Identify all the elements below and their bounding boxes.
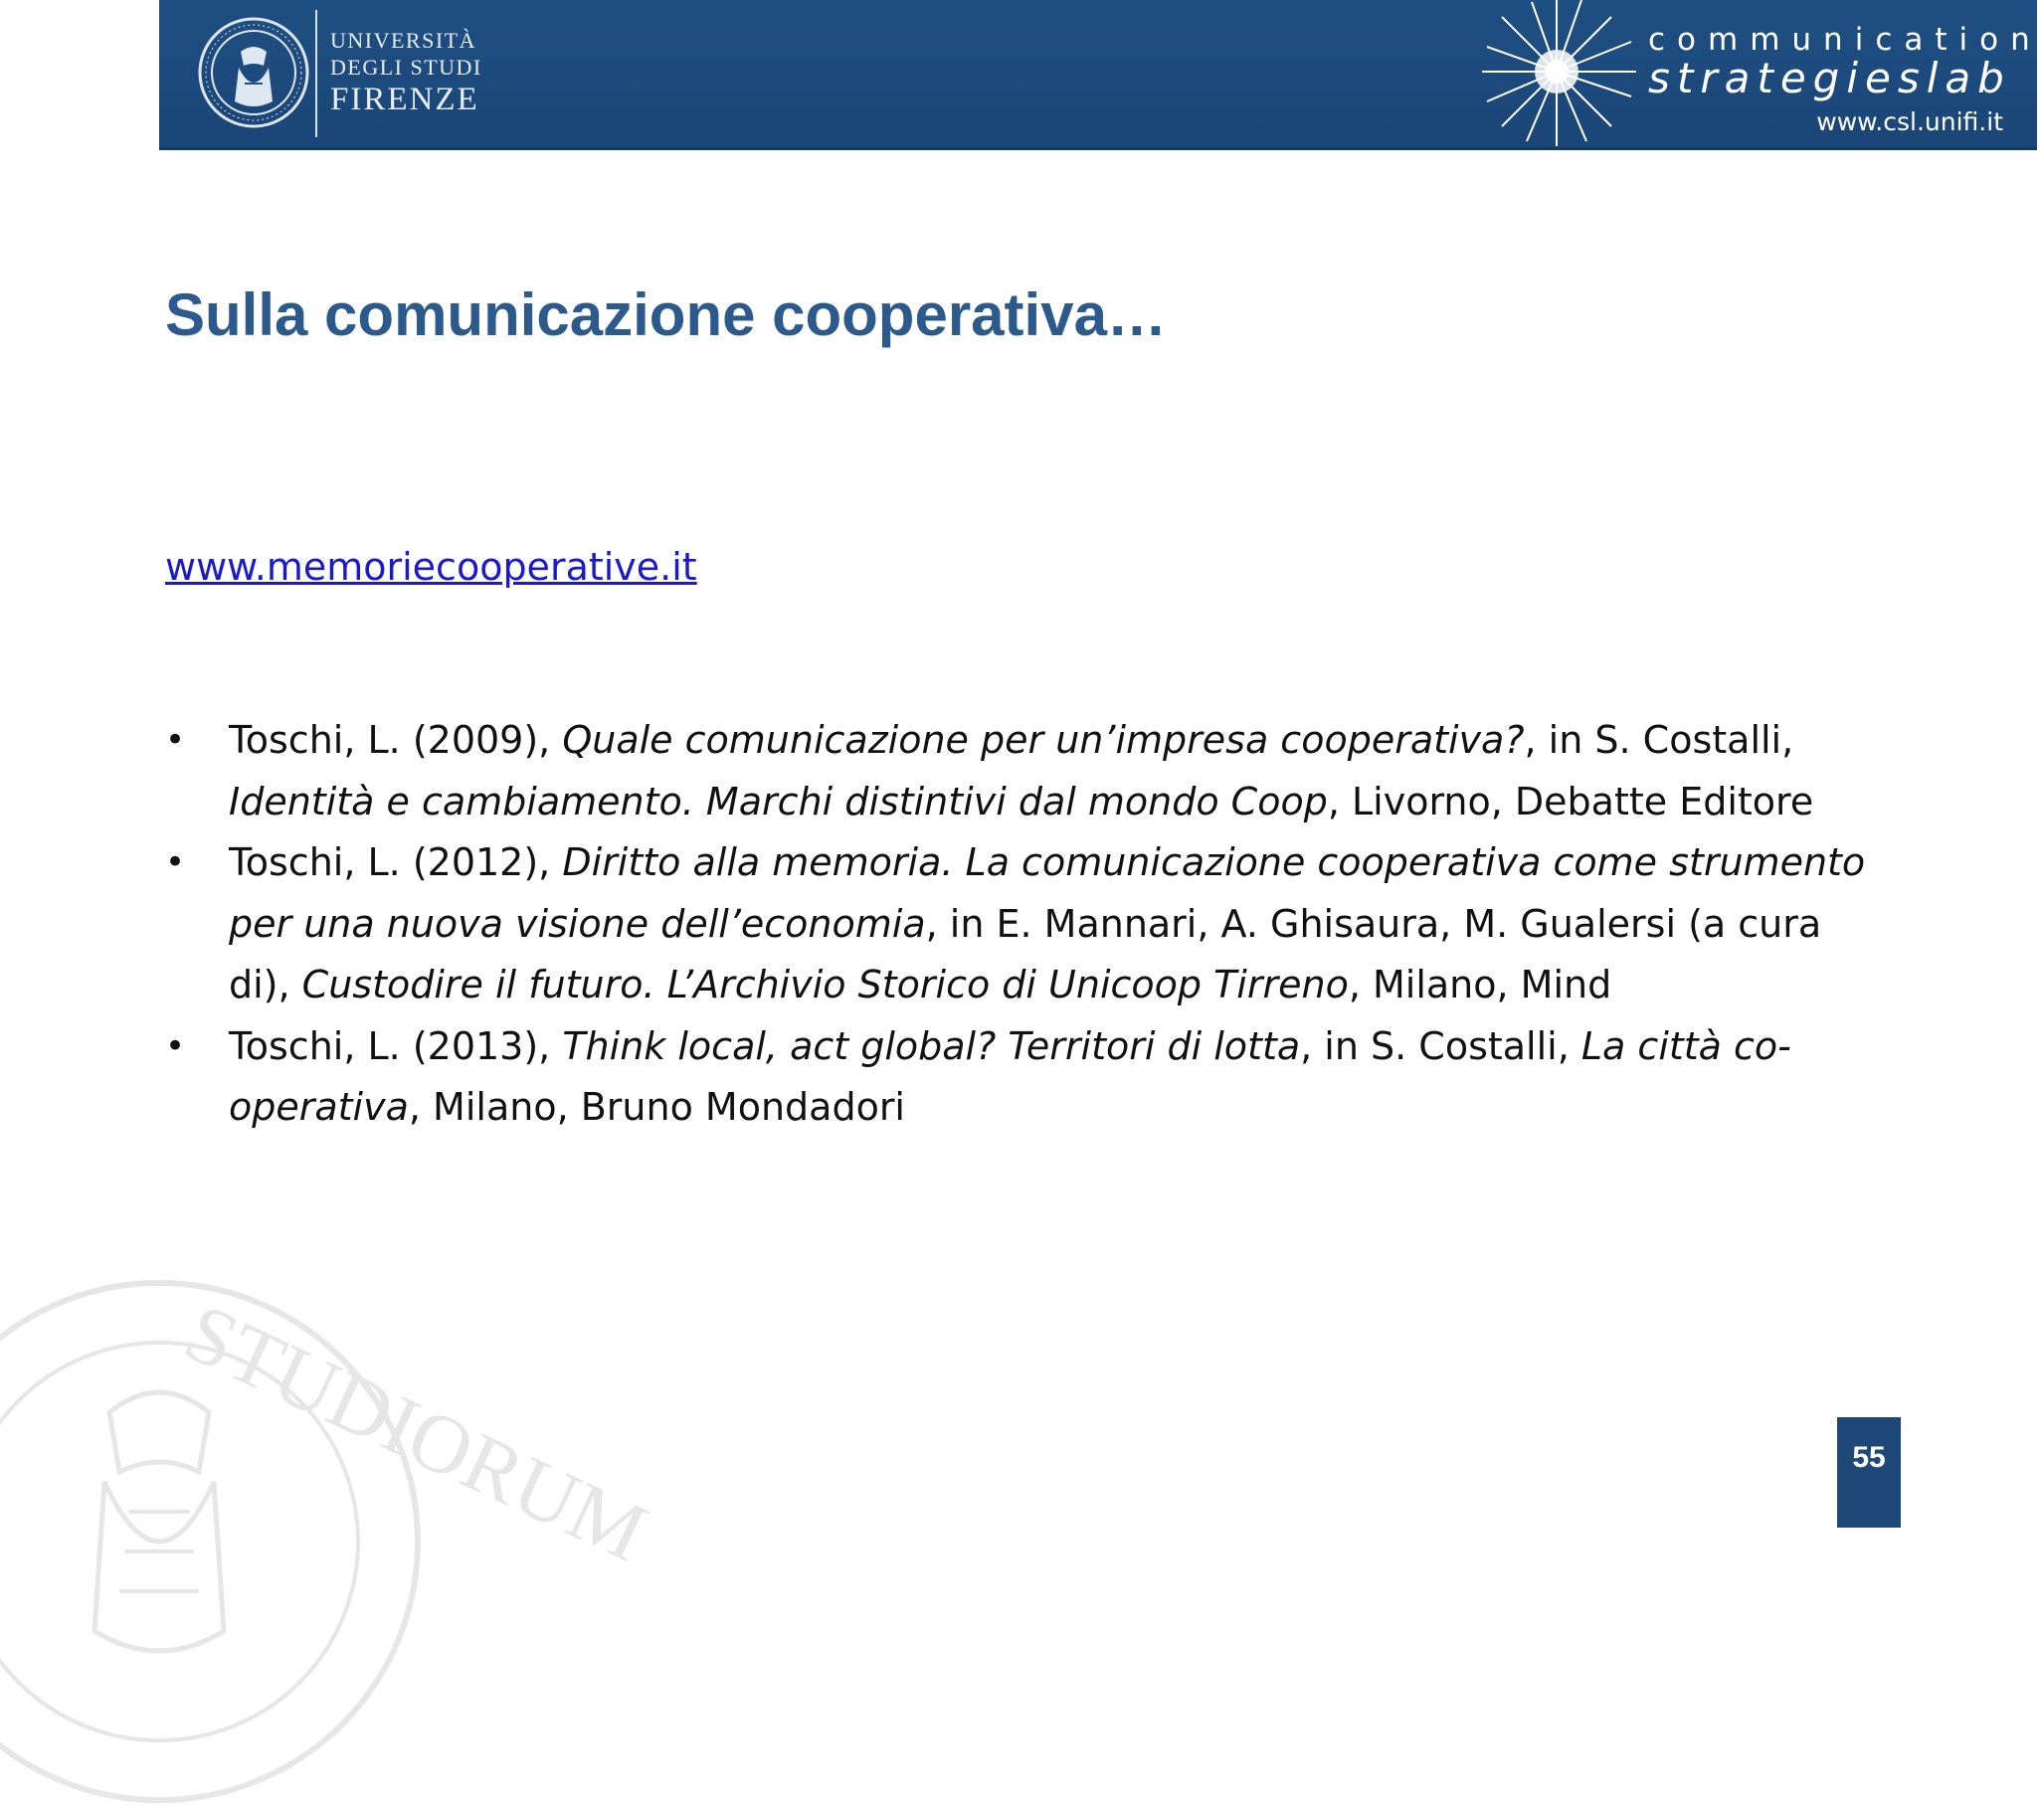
reference-item: [165, 1016, 1876, 1139]
university-name: [330, 30, 482, 116]
reference-title: Diritto alla memoria. La comunicazione cooperativa come strumento per una nuova visione dell’economia: [229, 840, 1866, 946]
reference-text: , in E. Mannari, A. Ghisaura, M. Gualersi (a cura di),: [229, 901, 1822, 1006]
reference-text: Toschi, L. (2009),: [229, 718, 563, 762]
header-divider: [315, 10, 317, 137]
header-banner: [159, 0, 2042, 150]
bullet-icon: •: [165, 1025, 186, 1066]
lab-name-line2: strategieslab: [1648, 54, 2011, 102]
reference-title: Think local, act global? Territori di lotta: [562, 1023, 1301, 1068]
reference-text: Toschi, L. (2012),: [229, 840, 563, 884]
university-name-line3: FIRENZE: [330, 82, 479, 117]
lab-url: www.csl.unifi.it: [1816, 107, 2003, 136]
reference-text: Toschi, L. (2013),: [229, 1023, 563, 1068]
reference-text: , in S. Costalli,: [1300, 1023, 1581, 1068]
reference-title: Custodire il futuro. L’Archivio Storico di Unicoop Tirreno: [301, 963, 1349, 1006]
reference-text: , Milano, Bruno Mondadori: [408, 1085, 905, 1129]
bullet-icon: •: [165, 842, 186, 882]
reference-text: , Livorno, Debatte Editore: [1327, 779, 1814, 823]
university-name-line2: DEGLI STUDI: [330, 55, 482, 80]
university-seal-icon: [197, 16, 310, 129]
slide-title: Sulla comunicazione cooperativa…: [165, 281, 1167, 348]
reference-item: [165, 710, 1876, 832]
bullet-icon: •: [165, 720, 186, 760]
lab-name-line1: communication: [1648, 22, 2042, 58]
reference-item: [165, 832, 1876, 1016]
reference-title: Quale comunicazione per un’impresa cooperativa?: [562, 718, 1525, 762]
reference-text: , in S. Costalli,: [1524, 718, 1794, 762]
reference-title: La città co-operativa: [229, 1023, 1791, 1129]
memorie-cooperative-link[interactable]: www.memoriecooperative.it: [165, 545, 697, 589]
references-list: [165, 710, 1876, 1139]
reference-text: , Milano, Mind: [1348, 963, 1612, 1006]
page-number-box: [1837, 1417, 1901, 1528]
page-number: 55: [1852, 1441, 1886, 1474]
starburst-logo-icon: [1472, 0, 1641, 151]
university-name-line1: UNIVERSITÀ: [330, 28, 476, 53]
watermark-text: STUDIORUM: [170, 1285, 660, 1580]
reference-title: Identità e cambiamento. Marchi distintivi dal mondo Coop: [229, 779, 1328, 823]
university-seal-watermark-icon: [0, 1263, 660, 1820]
